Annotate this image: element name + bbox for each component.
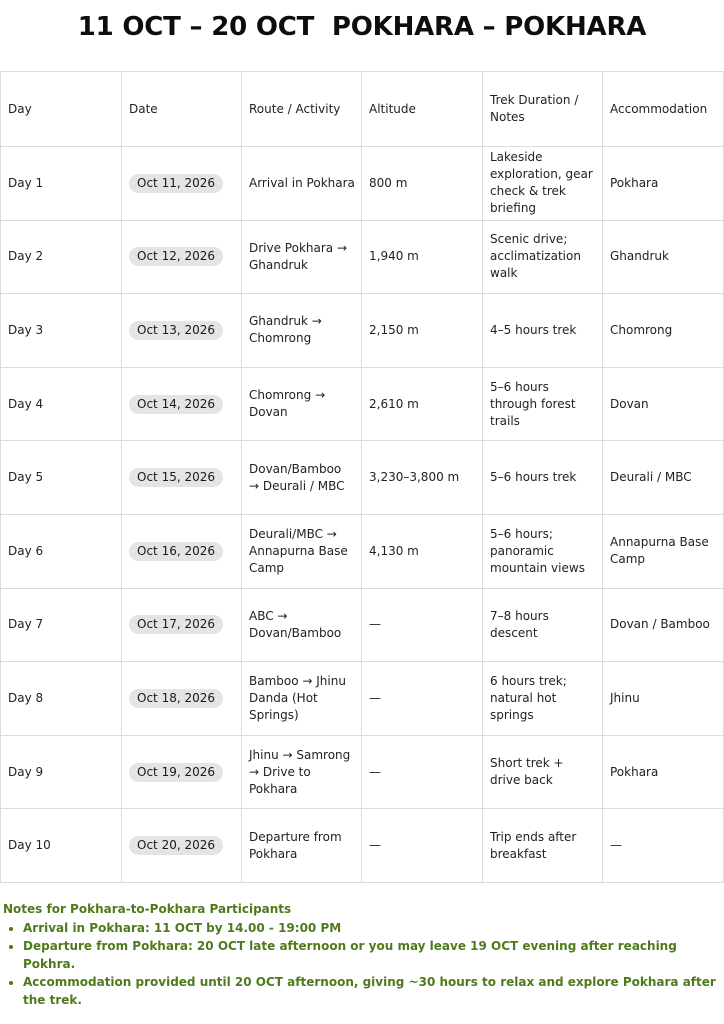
date-cell [122,147,242,221]
date-pill: Oct 15, 2026 [129,468,223,487]
altitude-cell: 1,940 m [362,220,483,294]
date-pill: Oct 17, 2026 [129,615,223,634]
notes-cell: 7–8 hours descent [483,588,603,662]
accommodation-cell: Dovan / Bamboo [603,588,724,662]
altitude-cell: — [362,735,483,809]
date-pill: Oct 18, 2026 [129,689,223,708]
altitude-cell: 2,150 m [362,294,483,368]
date-pill: Oct 14, 2026 [129,395,223,414]
accommodation-cell: Deurali / MBC [603,441,724,515]
table-row [1,735,724,809]
notes-cell: Short trek + drive back [483,735,603,809]
column-header-date: Date [122,72,242,147]
list-item: • Arrival in Pokhara: 11 OCT by 14.00 - 19:00 PM [23,919,719,937]
day-cell: Day 10 [1,809,122,883]
altitude-cell: — [362,809,483,883]
accommodation-cell: Jhinu [603,662,724,736]
table-row [1,220,724,294]
altitude-cell: — [362,588,483,662]
date-cell [122,514,242,588]
altitude-cell: — [362,662,483,736]
route-cell: Departure from Pokhara [242,809,362,883]
route-cell: Ghandruk → Chomrong [242,294,362,368]
date-cell [122,220,242,294]
altitude-cell: 2,610 m [362,367,483,441]
accommodation-cell: Pokhara [603,735,724,809]
notes-section [3,900,719,1009]
table-row [1,441,724,515]
accommodation-cell: Ghandruk [603,220,724,294]
list-item: • Accommodation provided until 20 OCT afternoon, giving ~30 hours to relax and explore Pokhara after the trek. [23,973,719,1009]
route-cell: Bamboo → Jhinu Danda (Hot Springs) [242,662,362,736]
date-pill: Oct 19, 2026 [129,763,223,782]
date-pill: Oct 13, 2026 [129,321,223,340]
date-cell [122,441,242,515]
route-cell: Drive Pokhara → Ghandruk [242,220,362,294]
notes-cell: Trip ends after breakfast [483,809,603,883]
notes-cell: 4–5 hours trek [483,294,603,368]
day-cell: Day 1 [1,147,122,221]
day-cell: Day 8 [1,662,122,736]
accommodation-cell: Dovan [603,367,724,441]
day-cell: Day 9 [1,735,122,809]
table-header-row [1,72,724,147]
notes-title: Notes for Pokhara-to-Pokhara Participants [3,902,292,916]
date-cell [122,809,242,883]
column-header-route: Route / Activity [242,72,362,147]
day-cell: Day 6 [1,514,122,588]
list-item: • Departure from Pokhara: 20 OCT late afternoon or you may leave 19 OCT evening after reaching Pokhra. [23,937,719,973]
table-row [1,809,724,883]
date-cell [122,588,242,662]
altitude-cell: 3,230–3,800 m [362,441,483,515]
notes-list [3,919,719,1009]
date-pill: Oct 16, 2026 [129,542,223,561]
date-cell [122,294,242,368]
day-cell: Day 4 [1,367,122,441]
table-row [1,367,724,441]
altitude-cell: 4,130 m [362,514,483,588]
accommodation-cell: Annapurna Base Camp [603,514,724,588]
day-cell: Day 2 [1,220,122,294]
day-cell: Day 7 [1,588,122,662]
route-cell: Deurali/MBC → Annapurna Base Camp [242,514,362,588]
accommodation-cell: Pokhara [603,147,724,221]
route-cell: Jhinu → Samrong → Drive to Pokhara [242,735,362,809]
route-cell: Dovan/Bamboo → Deurali / MBC [242,441,362,515]
table-row [1,662,724,736]
altitude-cell: 800 m [362,147,483,221]
date-pill: Oct 20, 2026 [129,836,223,855]
day-cell: Day 3 [1,294,122,368]
page-title: 11 OCT – 20 OCT POKHARA – POKHARA [77,12,647,42]
route-cell: Arrival in Pokhara [242,147,362,221]
column-header-accommodation: Accommodation [603,72,724,147]
column-header-duration-notes: Trek Duration / Notes [483,72,603,147]
table-row [1,588,724,662]
date-cell [122,735,242,809]
table-row [1,147,724,221]
table-row [1,514,724,588]
notes-cell: 5–6 hours; panoramic mountain views [483,514,603,588]
notes-cell: Lakeside exploration, gear check & trek briefing [483,147,603,221]
accommodation-cell: — [603,809,724,883]
date-pill: Oct 11, 2026 [129,174,223,193]
day-cell: Day 5 [1,441,122,515]
table-row [1,294,724,368]
route-cell: Chomrong → Dovan [242,367,362,441]
date-pill: Oct 12, 2026 [129,247,223,266]
accommodation-cell: Chomrong [603,294,724,368]
notes-cell: 5–6 hours through forest trails [483,367,603,441]
notes-cell: 5–6 hours trek [483,441,603,515]
itinerary-table [0,71,724,883]
column-header-day: Day [1,72,122,147]
date-cell [122,662,242,736]
route-cell: ABC → Dovan/Bamboo [242,588,362,662]
date-cell [122,367,242,441]
notes-cell: 6 hours trek; natural hot springs [483,662,603,736]
column-header-altitude: Altitude [362,72,483,147]
notes-cell: Scenic drive; acclimatization walk [483,220,603,294]
